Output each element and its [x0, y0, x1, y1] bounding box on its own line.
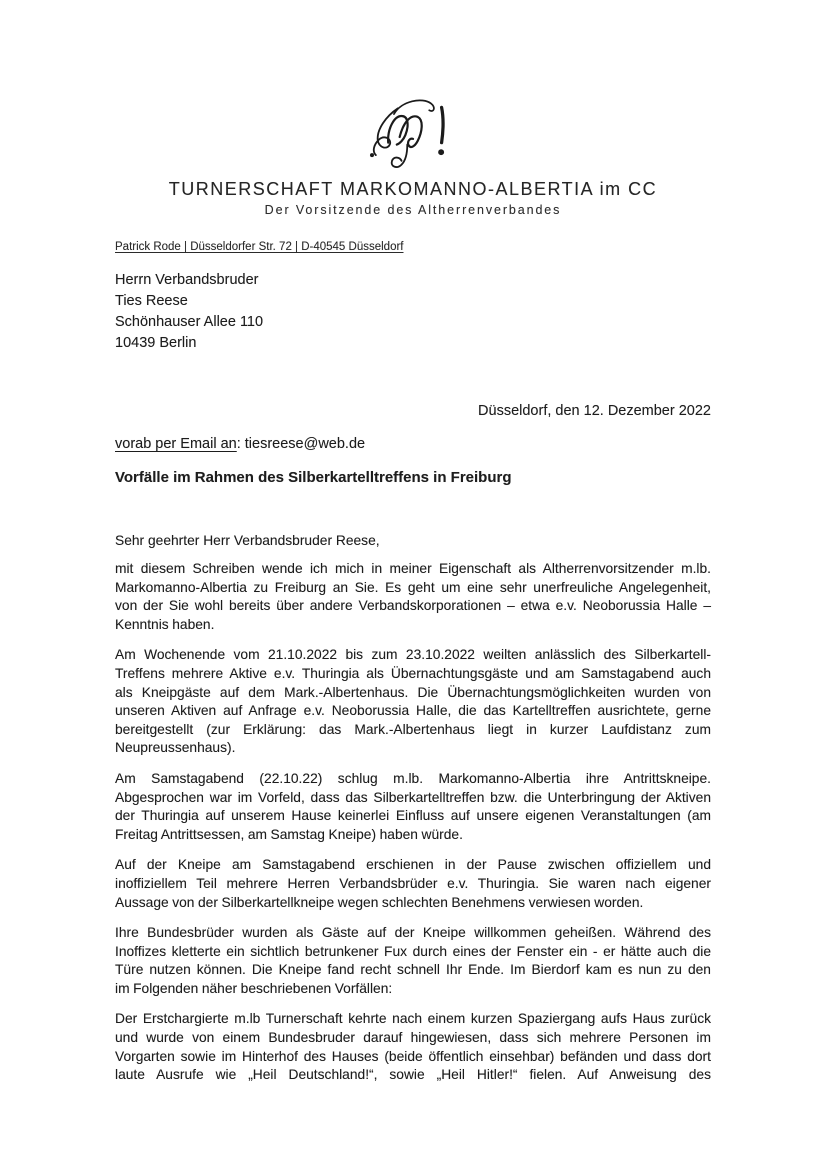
subject-line: Vorfälle im Rahmen des Silberkartelltreffens in Freiburg: [115, 469, 512, 486]
body-line: Ihre Bundesbrüder wurden als Gäste auf der Kneipe willkommen geheißen. Während des: [115, 925, 711, 941]
recipient-line: Ties Reese: [115, 293, 188, 309]
body-line: laute Ausrufe wie „Heil Deutschland!“, sowie „Heil Hitler!“ fielen. Auf Anweisung des: [115, 1067, 711, 1083]
body-line: im Folgenden näher beschriebenen Vorfällen:: [115, 980, 393, 996]
body-line: unseren Aktiven auf Anfrage e.v. Neoborussia Halle, die das Kartelltreffen ausrichtete, gerne: [115, 703, 711, 719]
email-address-text: : tiesreese@web.de: [236, 436, 366, 452]
body-line: Auf der Kneipe am Samstagabend erschienen in der Pause zwischen offiziellem und: [115, 857, 711, 873]
organization-name: TURNERSCHAFT MARKOMANNO-ALBERTIA im CC: [168, 179, 658, 199]
body-paragraph: [115, 856, 711, 912]
body-line: und wurde von einem Bundesbruder darauf hingewiesen, dass sich mehrere Personen im: [115, 1030, 711, 1046]
salutation: Sehr geehrter Herr Verbandsbruder Reese,: [115, 533, 380, 548]
letter-content: [115, 241, 711, 1085]
body-line: Treffens mehrere Aktive e.v. Thuringia als Übernachtungsgäste und am Samstagabend auch: [115, 665, 711, 681]
recipient-line: 10439 Berlin: [115, 335, 197, 351]
body-line: als Kneipgäste auf dem Mark.-Albertenhaus. Die Übernachtungsmöglichkeiten wurden von: [115, 684, 711, 700]
body-paragraph: [115, 924, 711, 998]
body-line: Türe nutzen können. Die Kneipe fand recht schnell Ihr Ende. Im Bierdorf kam es nun zu den: [115, 962, 711, 978]
body-line: bereitgestellt (zur Erklärung: das Mark.-Albertenhaus liegt in kurzer Laufdistanz zum: [115, 721, 711, 737]
recipient-line: Herrn Verbandsbruder: [115, 272, 259, 288]
email-notice-line: [115, 436, 711, 452]
body-paragraph: [115, 770, 711, 844]
body-line: Der Erstchargierte m.lb Turnerschaft kehrte nach einem kurzen Spaziergang aufs Haus zurück: [115, 1011, 711, 1027]
recipient-address-block: [115, 270, 711, 354]
body-line: Am Samstagabend (22.10.22) schlug m.lb. Markomanno-Albertia ihre Antrittskneipe.: [115, 770, 711, 786]
body-line: Vorgarten sowie im Hinterhof des Hauses (beide öffentlich einsehbar) befänden und dass dort: [115, 1048, 711, 1064]
body-line: Inoffizes kletterte ein sichtlich betrunkener Fux durch eines der Fenster ein - er hätte auch die: [115, 943, 711, 959]
body-line: Am Wochenende vom 21.10.2022 bis zum 23.10.2022 weilten anlässlich des Silberkartell-: [115, 647, 711, 663]
body-line: Abgesprochen war im Vorfeld, dass das Silberkartelltreffen bzw. die Unterbringung der Aktiven: [115, 789, 711, 805]
body-paragraph: [115, 560, 711, 634]
body-line: mit diesem Schreiben wende ich mich in meiner Eigenschaft als Altherrenvorsitzender m.lb.: [115, 561, 711, 576]
fraternity-zirkel-logo-icon: [0, 95, 826, 175]
letter-body: [115, 560, 711, 1085]
body-line: der Thuringia auf unserem Hause keinerlei Einfluss auf unsere eigenen Veranstaltungen (am: [115, 808, 711, 824]
body-line: Aussage von der Silberkartellkneipe wegen schlechten Benehmens verwiesen worden.: [115, 894, 644, 910]
body-line: Kenntnis haben.: [115, 616, 215, 632]
body-line: von der Sie wohl bereits über andere Verbandskorporationen – etwa e.v. Neoborussia Halle –: [115, 598, 711, 614]
email-notice-underlined: vorab per Email an: [115, 436, 237, 452]
letterhead: [0, 0, 826, 217]
body-line: Freitag Antrittsessen, am Samstag Kneipe) haben würde.: [115, 826, 463, 842]
recipient-line: Schönhauser Allee 110: [115, 314, 264, 330]
body-line: Neupreussenhaus).: [115, 740, 236, 756]
body-line: inoffiziellem Teil mehrere Herren Verbandsbrüder e.v. Thuringia. Sie waren nach eigener: [115, 875, 711, 891]
organization-role-line: Der Vorsitzende des Altherrenverbandes: [264, 203, 562, 217]
date-line: Düsseldorf, den 12. Dezember 2022: [478, 403, 711, 419]
body-paragraph: [115, 1010, 711, 1084]
body-paragraph: [115, 646, 711, 758]
sender-return-address: Patrick Rode | Düsseldorfer Str. 72 | D-40545 Düsseldorf: [115, 241, 404, 253]
body-line: Markomanno-Albertia zu Freiburg an Sie. Es geht um eine sehr unerfreuliche Angelegenheit,: [115, 579, 711, 595]
